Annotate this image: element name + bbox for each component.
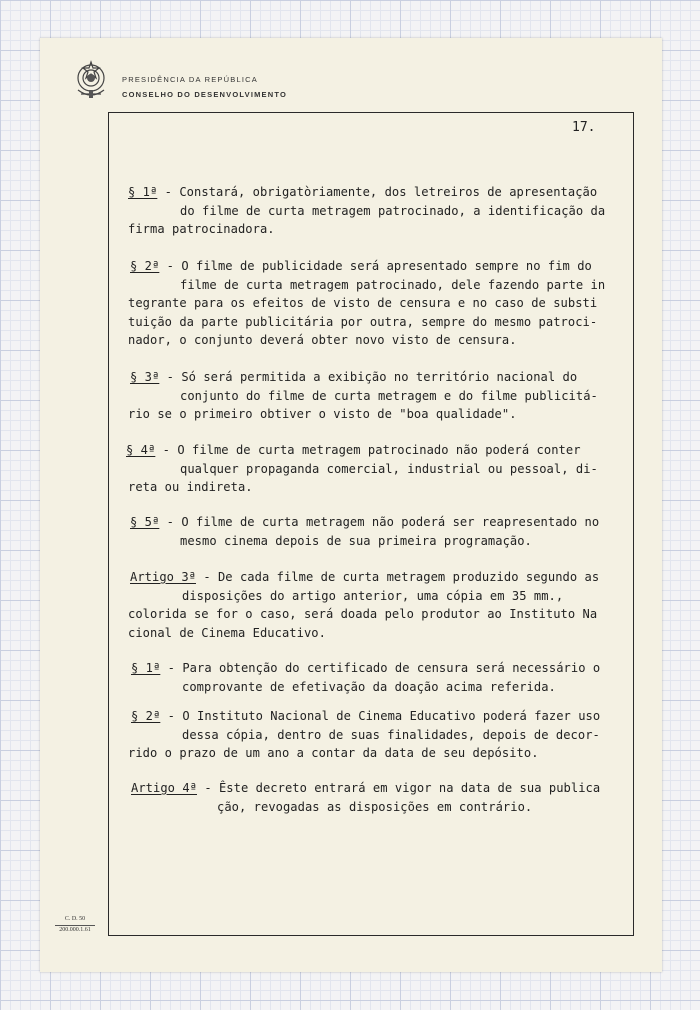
paragraph-line: dessa cópia, dentro de suas finalidades, depois de decor- (182, 727, 600, 742)
paragraph-text: - Para obtenção do certificado de censura será necessário o (160, 661, 601, 675)
paragraph-label: § 5ª (130, 515, 160, 529)
paragraph-text: - De cada filme de curta metragem produzido segundo as (195, 570, 600, 584)
paragraph-first-line (130, 370, 577, 384)
paragraph-label: § 2ª (131, 709, 161, 723)
paragraph-first-line (130, 259, 592, 273)
paragraph-line: mesmo cinema depois de sua primeira programação. (180, 533, 532, 548)
paragraph-line: nador, o conjunto deverá obter novo visto de censura. (128, 333, 517, 348)
paragraph-text: - O filme de curta metragem patrocinado não poderá conter (155, 443, 581, 457)
print-run: 200.000.1.61 (55, 925, 95, 933)
paragraph-line: rido o prazo de um ano a contar da data de seu depósito. (128, 746, 539, 761)
paragraph-line: comprovante de efetivação da doação acima referida. (182, 679, 556, 694)
paragraph-line: qualquer propaganda comercial, industrial ou pessoal, di- (180, 461, 598, 476)
paragraph-label: § 1ª (131, 661, 161, 675)
paragraph-first-line (130, 515, 599, 529)
paragraph-label: Artigo 3ª (130, 570, 196, 584)
paragraph-label: § 3ª (130, 370, 160, 384)
paragraph-line: tuição da parte publicitária por outra, sempre do mesmo patroci- (128, 314, 598, 329)
paragraph-first-line (126, 443, 581, 457)
paragraph-text: - Só será permitida a exibição no território nacional do (159, 370, 578, 384)
paragraph-line: firma patrocinadora. (128, 222, 275, 237)
header-presidency: PRESIDÊNCIA DA REPÚBLICA (122, 75, 258, 84)
paragraph-line: colorida se for o caso, será doada pelo produtor ao Instituto Na (128, 607, 598, 622)
paragraph-text: - Constará, obrigatòriamente, dos letreiros de apresentação (157, 185, 598, 199)
paragraph-line: conjunto do filme de curta metragem e do filme publicitá- (180, 388, 598, 403)
paragraph-label: § 1ª (128, 185, 158, 199)
paragraph-line: do filme de curta metragem patrocinado, a identificação da (180, 203, 606, 218)
paragraph-first-line (130, 570, 599, 584)
header-council: CONSELHO DO DESENVOLVIMENTO (122, 90, 288, 99)
paragraph-label: § 4ª (126, 443, 156, 457)
paragraph-line: rio se o primeiro obtiver o visto de "boa qualidade". (128, 407, 517, 422)
paragraph-text: - Êste decreto entrará em vigor na data de sua publica (196, 781, 601, 795)
paragraph-line: tegrante para os efeitos de visto de censura e no caso de substi (128, 296, 598, 311)
paragraph-text: - O filme de publicidade será apresentado sempre no fim do (159, 259, 592, 273)
paragraph-first-line (131, 781, 600, 795)
paragraph-line: reta ou indireta. (128, 480, 253, 495)
paragraph-text: - O filme de curta metragem não poderá ser reapresentado no (159, 515, 600, 529)
paragraph-line: cional de Cinema Educativo. (128, 625, 326, 640)
paragraph-line: filme de curta metragem patrocinado, dele fazendo parte in (180, 277, 606, 292)
paragraph-line: ção, revogadas as disposições em contrário. (217, 799, 533, 814)
page-number: 17. (572, 120, 596, 135)
paragraph-label: § 2ª (130, 259, 160, 273)
paragraph-label: Artigo 4ª (131, 781, 197, 795)
paragraph-line: disposições do artigo anterior, uma cópia em 35 mm., (182, 588, 564, 603)
paragraph-first-line (128, 185, 597, 199)
paragraph-text: - O Instituto Nacional de Cinema Educativo poderá fazer uso (160, 709, 601, 723)
form-code: C. D. 50 (64, 916, 86, 922)
paragraph-first-line (131, 661, 600, 675)
paragraph-first-line (131, 709, 600, 723)
coat-of-arms-icon (72, 60, 110, 100)
